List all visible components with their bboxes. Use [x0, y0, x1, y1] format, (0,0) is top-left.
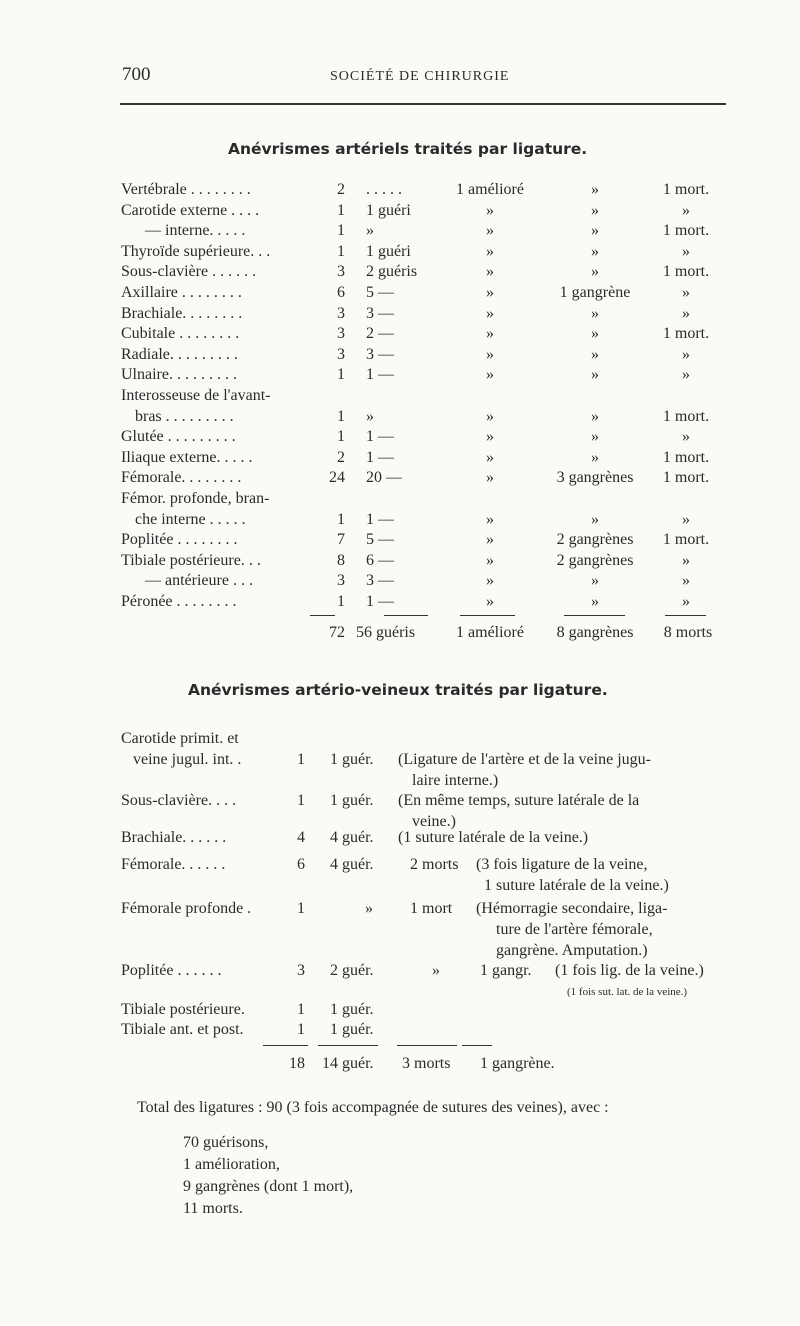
table1-row-morts: 1 mort. — [662, 181, 710, 198]
table1-row-label: — antérieure . . . — [145, 572, 253, 590]
table2-row-gueris: 1 guér. — [330, 792, 374, 809]
table1-row-ameliore: » — [486, 448, 494, 466]
table1-row-ameliore: » — [486, 593, 494, 610]
table1-row-ameliore: » — [486, 469, 494, 487]
table2-row-gueris: 1 guér. — [330, 1021, 374, 1038]
table1-row-gueris: 2 — — [366, 325, 394, 343]
table1-row-label: Ulnaire. . . . . . . . . — [121, 366, 237, 384]
table1-total-rule — [310, 615, 335, 616]
table1-row-total: 24 — [329, 469, 345, 487]
table1-row-total: 2 — [337, 181, 345, 198]
table2-row-note: (Hémorragie secondaire, liga- — [476, 900, 668, 917]
table1-row-gueris: 1 — — [366, 593, 394, 610]
summary-item: 11 morts. — [183, 1200, 243, 1217]
table1-row-label: che interne . . . . . — [135, 510, 246, 528]
table1-total-rule — [564, 615, 625, 616]
table1-row-label: Carotide externe . . . . — [121, 201, 260, 219]
running-title: SOCIÉTÉ DE CHIRURGIE — [330, 69, 510, 84]
table1-row-label: Fémorale. . . . . . . . — [121, 469, 242, 487]
table2-row-label: Carotide primit. et — [121, 730, 239, 747]
table1-row-gueris: 1 — — [366, 510, 394, 528]
table1-total-rule — [460, 615, 515, 616]
table1-row-gueris: 2 guéris — [366, 263, 418, 281]
table1-row-label: Glutée . . . . . . . . . — [121, 428, 236, 446]
table1-row-total: 2 — [337, 448, 345, 466]
table2-total-count: 18 — [289, 1055, 305, 1072]
table1-row-gueris: » — [366, 222, 374, 240]
table2-row-gueris: 4 guér. — [330, 856, 374, 873]
table1-row-total: 1 — [337, 428, 345, 446]
table1-row-morts: » — [682, 284, 690, 301]
table1-row-gueris: 5 — — [366, 531, 394, 549]
table1-total-ameliore: 1 amélioré — [456, 624, 524, 641]
table1-total-count: 72 — [329, 624, 345, 641]
table2-row-label: Fémorale profonde . — [121, 900, 252, 917]
table1-row-morts: » — [682, 242, 690, 260]
table2-row-morts: 2 morts — [410, 856, 459, 873]
table1-row-gangrene: » — [591, 448, 599, 466]
table1-row-label: — interne. . . . . — [145, 222, 246, 240]
table2-row-label: Brachiale. . . . . . — [121, 829, 227, 846]
table1-row-ameliore: » — [486, 263, 494, 281]
table1-row-total: 3 — [337, 304, 345, 322]
table1-row-gangrene: 1 gangrène — [559, 284, 631, 301]
table1-row-ameliore: » — [486, 284, 494, 301]
table2-row-gangrene: 1 gangr. — [480, 962, 532, 979]
table1-row-gangrene: » — [591, 366, 599, 384]
table1-row-label: bras . . . . . . . . . — [135, 407, 234, 425]
table1-row-gangrene: » — [591, 304, 599, 322]
table1-row-ameliore: » — [486, 428, 494, 446]
table2-row-note: (En même temps, suture latérale de la — [398, 792, 640, 809]
table2-row-note: ture de l'artère fémorale, — [496, 921, 653, 938]
table2-row-gueris: 2 guér. — [330, 962, 374, 979]
table1-total-gueris: 56 guéris — [356, 624, 416, 641]
table2-row-gueris: » — [365, 900, 373, 917]
table2-total-rule — [397, 1045, 457, 1046]
table2-row-note: gangrène. Amputation.) — [496, 942, 648, 959]
table1-row-gangrene: 2 gangrènes — [556, 531, 634, 549]
table1-row-gangrene: » — [591, 345, 599, 363]
table1-row-total: 1 — [337, 593, 345, 610]
table2-row-total: 1 — [297, 1021, 305, 1038]
table1-total-rule — [665, 615, 706, 616]
table1-row-total: 3 — [337, 263, 345, 281]
table1-row-ameliore: » — [486, 242, 494, 260]
table1-row-gangrene: » — [591, 222, 599, 240]
table1-row-morts: 1 mort. — [662, 448, 710, 466]
table1-row-gangrene: » — [591, 242, 599, 260]
table2-row-total: 1 — [297, 751, 305, 768]
table1-row-total: 8 — [337, 551, 345, 569]
table1-row-ameliore: » — [486, 551, 494, 569]
table1-row-gangrene: » — [591, 407, 599, 425]
table1-row-total: 1 — [337, 201, 345, 219]
summary-line: Total des ligatures : 90 (3 fois accompagnée de sutures des veines), avec : — [137, 1099, 609, 1116]
table1-row-gueris: » — [366, 407, 374, 425]
table1-row-total: 1 — [337, 366, 345, 384]
table1-row-gangrene: » — [591, 428, 599, 446]
table1-row-ameliore: » — [486, 366, 494, 384]
table2-row-label: Sous-clavière. . . . — [121, 792, 237, 809]
table1-row-morts: 1 mort. — [662, 469, 710, 487]
table2-row-note: (3 fois ligature de la veine, — [476, 856, 648, 873]
table2-row-label: Tibiale ant. et post. — [121, 1021, 244, 1038]
table1-row-total: 3 — [337, 345, 345, 363]
table1-row-total: 6 — [337, 284, 345, 301]
table1-title: Anévrismes artériels traités par ligature. — [228, 140, 588, 158]
table1-row-gangrene: » — [591, 572, 599, 590]
summary-item: 1 amélioration, — [183, 1156, 280, 1173]
table1-row-gangrene: » — [591, 201, 599, 219]
table1-row-label: Fémor. profonde, bran- — [121, 490, 270, 507]
table1-row-ameliore: » — [486, 572, 494, 590]
table2-row-total: 4 — [297, 829, 305, 846]
table1-row-label: Vertébrale . . . . . . . . — [121, 181, 251, 198]
table2-row-label: Fémorale. . . . . . — [121, 856, 226, 873]
table2-row-morts: » — [432, 962, 440, 979]
table2-title: Anévrismes artério-veineux traités par ligature. — [188, 681, 608, 699]
table1-row-gueris: 3 — — [366, 304, 394, 322]
table1-row-gangrene: 2 gangrènes — [556, 551, 634, 569]
table2-row-label: Poplitée . . . . . . — [121, 962, 222, 979]
table1-row-morts: 1 mort. — [662, 263, 710, 281]
table1-row-morts: » — [682, 201, 690, 219]
table2-row-morts: 1 mort — [410, 900, 453, 917]
table1-row-gangrene: » — [591, 510, 599, 528]
table2-row-note: veine.) — [412, 813, 456, 830]
table1-row-label: Sous-clavière . . . . . . — [121, 263, 257, 281]
table1-row-total: 1 — [337, 242, 345, 260]
table1-row-label: Tibiale postérieure. . . — [121, 551, 261, 569]
table1-row-ameliore: 1 amélioré — [456, 181, 524, 198]
table1-row-morts: » — [682, 551, 690, 569]
summary-item: 9 gangrènes (dont 1 mort), — [183, 1178, 354, 1195]
table1-row-label: Interosseuse de l'avant- — [121, 387, 271, 404]
table1-total-rule — [384, 615, 428, 616]
table1-row-ameliore: » — [486, 325, 494, 343]
table1-row-morts: » — [682, 593, 690, 610]
table1-total-gangrene: 8 gangrènes — [556, 624, 634, 641]
table1-row-gangrene: 3 gangrènes — [556, 469, 634, 487]
table2-row-label: veine jugul. int. . — [133, 751, 242, 768]
table1-row-ameliore: » — [486, 222, 494, 240]
table1-row-ameliore: » — [486, 345, 494, 363]
table2-row-total: 1 — [297, 792, 305, 809]
table1-row-gueris: 1 guéri — [366, 201, 411, 219]
table1-row-gueris: 1 — — [366, 366, 394, 384]
table1-row-label: Brachiale. . . . . . . . — [121, 304, 243, 322]
table1-row-morts: » — [682, 572, 690, 590]
table1-row-morts: » — [682, 304, 690, 322]
table1-row-total: 1 — [337, 222, 345, 240]
table1-row-gueris: 1 — — [366, 448, 394, 466]
table1-row-total: 1 — [337, 510, 345, 528]
table1-row-label: Thyroïde supérieure. . . — [121, 242, 271, 260]
table1-row-gangrene: » — [591, 593, 599, 610]
table2-total-gueris: 14 guér. — [322, 1055, 374, 1072]
table1-row-total: 3 — [337, 325, 345, 343]
table1-row-label: Radiale. . . . . . . . . — [121, 345, 238, 363]
table2-row-total: 3 — [297, 962, 305, 979]
table2-row-total: 6 — [297, 856, 305, 873]
table2-row-note: (Ligature de l'artère et de la veine jugu- — [398, 751, 651, 768]
table2-row-note: (1 fois sut. lat. de la veine.) — [567, 986, 688, 998]
table1-row-gangrene: » — [591, 263, 599, 281]
table1-row-gueris: 3 — — [366, 572, 394, 590]
table2-row-gueris: 4 guér. — [330, 829, 374, 846]
table1-row-gueris: . . . . . — [366, 181, 402, 198]
table2-row-note: (1 suture latérale de la veine.) — [398, 829, 589, 846]
table1-row-label: Péronée . . . . . . . . — [121, 593, 237, 610]
table1-row-morts: 1 mort. — [662, 222, 710, 240]
table1-row-gangrene: » — [591, 181, 599, 198]
page-number: 700 — [122, 64, 151, 85]
table1-row-gueris: 1 guéri — [366, 242, 411, 260]
table1-row-gueris: 6 — — [366, 551, 394, 569]
table1-row-ameliore: » — [486, 201, 494, 219]
header-rule — [120, 103, 726, 105]
table2-row-total: 1 — [297, 900, 305, 917]
table1-row-morts: » — [682, 428, 690, 446]
table2-total-morts: 3 morts — [402, 1055, 451, 1072]
table2-total-gangrene: 1 gangrène. — [480, 1055, 555, 1072]
table1-row-total: 1 — [337, 407, 345, 425]
table1-row-morts: » — [682, 510, 690, 528]
table2-row-gueris: 1 guér. — [330, 751, 374, 768]
table1-row-gueris: 5 — — [366, 284, 394, 301]
table1-row-gueris: 3 — — [366, 345, 394, 363]
table2-row-note: laire interne.) — [412, 772, 499, 789]
table1-row-morts: » — [682, 345, 690, 363]
table1-row-morts: 1 mort. — [662, 407, 710, 425]
table1-row-ameliore: » — [486, 531, 494, 549]
table1-row-label: Cubitale . . . . . . . . — [121, 325, 240, 343]
table1-row-label: Poplitée . . . . . . . . — [121, 531, 238, 549]
table1-total-morts: 8 morts — [663, 624, 713, 641]
table2-row-label: Tibiale postérieure. — [121, 1001, 245, 1018]
table1-row-gangrene: » — [591, 325, 599, 343]
table1-row-morts: 1 mort. — [662, 531, 710, 549]
table1-row-ameliore: » — [486, 510, 494, 528]
table1-row-total: 3 — [337, 572, 345, 590]
table1-row-gueris: 20 — — [366, 469, 402, 487]
table1-row-label: Iliaque externe. . . . . — [121, 448, 253, 466]
table1-row-ameliore: » — [486, 304, 494, 322]
table2-row-note: (1 fois lig. de la veine.) — [555, 962, 704, 979]
table2-total-rule — [462, 1045, 492, 1046]
summary-item: 70 guérisons, — [183, 1134, 269, 1151]
table2-total-rule — [263, 1045, 308, 1046]
table1-row-ameliore: » — [486, 407, 494, 425]
table1-row-morts: 1 mort. — [662, 325, 710, 343]
table1-row-gueris: 1 — — [366, 428, 394, 446]
table2-total-rule — [318, 1045, 378, 1046]
table1-row-morts: » — [682, 366, 690, 384]
table1-row-total: 7 — [337, 531, 345, 549]
table2-row-gueris: 1 guér. — [330, 1001, 374, 1018]
table1-row-label: Axillaire . . . . . . . . — [121, 284, 242, 301]
table2-row-note: 1 suture latérale de la veine.) — [484, 877, 669, 894]
table2-row-total: 1 — [297, 1001, 305, 1018]
